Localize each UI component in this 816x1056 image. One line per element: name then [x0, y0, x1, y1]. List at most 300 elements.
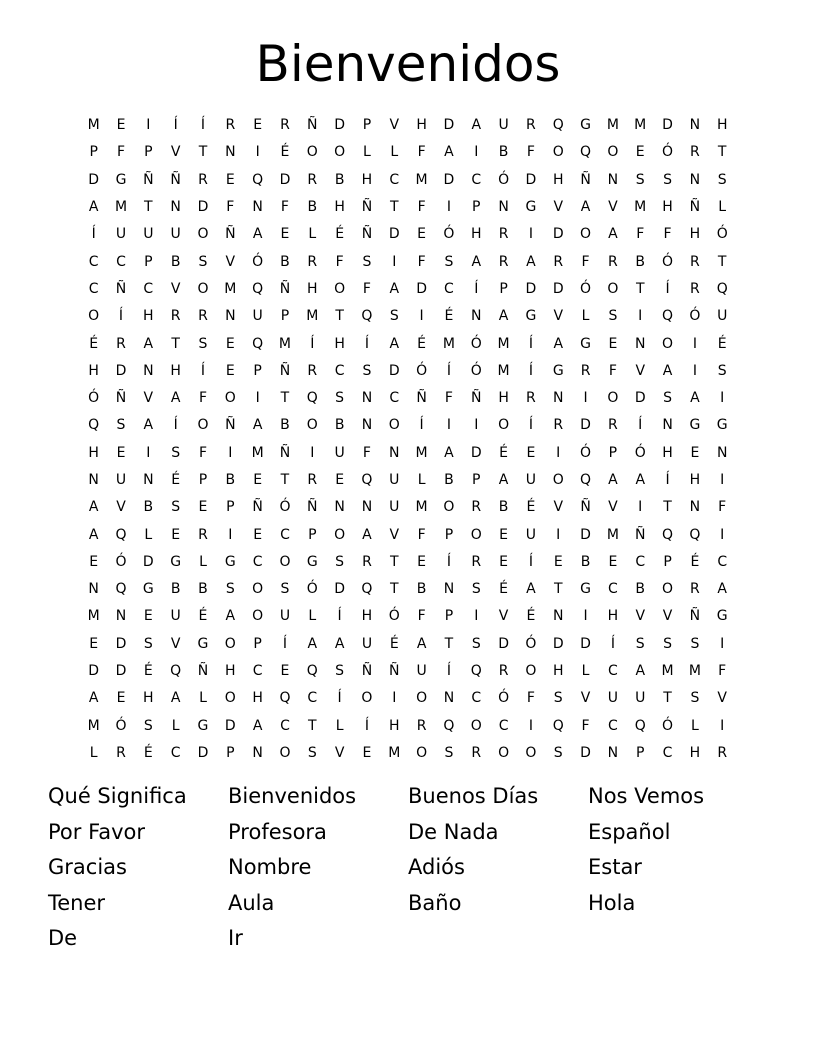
grid-letter: Q: [115, 526, 127, 543]
grid-letter: T: [663, 690, 672, 707]
grid-letter: O: [224, 635, 236, 652]
word-list-item: Profesora: [228, 819, 327, 844]
grid-letter: T: [444, 635, 454, 652]
grid-letter: C: [143, 280, 154, 297]
grid-letter: N: [553, 390, 564, 407]
grid-letter: Ñ: [115, 280, 127, 297]
grid-letter: É: [171, 472, 181, 488]
grid-letter: Í: [446, 663, 451, 680]
grid-letter: Í: [528, 417, 533, 434]
grid-letter: Í: [91, 226, 96, 243]
grid-letter: E: [362, 744, 372, 761]
grid-letter: B: [635, 581, 646, 598]
grid-letter: A: [252, 226, 263, 243]
grid-letter: Q: [252, 335, 264, 352]
grid-letter: Ó: [498, 171, 510, 188]
grid-letter: V: [553, 308, 564, 325]
grid-letter: Ó: [88, 390, 100, 407]
grid-letter: I: [228, 526, 233, 543]
grid-letter: R: [498, 226, 509, 243]
grid-letter: H: [662, 199, 673, 216]
grid-letter: O: [662, 581, 674, 598]
grid-letter: F: [417, 608, 426, 625]
grid-letter: Ñ: [580, 499, 591, 516]
grid-letter: Q: [552, 717, 564, 734]
grid-letter: O: [88, 308, 100, 325]
grid-letter: Ñ: [634, 526, 646, 543]
grid-row: [80, 358, 736, 385]
grid-letter: T: [553, 581, 563, 598]
grid-letter: D: [580, 635, 591, 652]
grid-letter: B: [444, 472, 454, 488]
grid-letter: S: [280, 581, 290, 598]
grid-letter: Q: [306, 390, 318, 407]
grid-letter: C: [608, 717, 618, 734]
grid-row: [80, 603, 736, 630]
grid-letter: F: [718, 663, 727, 680]
grid-letter: D: [443, 171, 455, 188]
grid-letter: C: [252, 553, 263, 570]
grid-letter: F: [417, 144, 426, 161]
grid-letter: L: [335, 717, 344, 734]
grid-letter: P: [444, 608, 454, 625]
grid-letter: A: [553, 335, 564, 352]
grid-letter: Ó: [443, 226, 455, 243]
grid-letter: Ó: [279, 499, 291, 516]
grid-letter: I: [528, 717, 533, 734]
grid-letter: C: [389, 390, 400, 407]
grid-letter: H: [334, 335, 345, 352]
grid-letter: M: [415, 171, 428, 188]
grid-letter: F: [116, 144, 126, 161]
grid-letter: C: [334, 362, 345, 379]
grid-letter: F: [198, 390, 207, 407]
grid-letter: R: [471, 499, 482, 516]
grid-letter: N: [471, 308, 482, 325]
grid-letter: I: [474, 417, 479, 434]
grid-letter: I: [474, 144, 479, 161]
grid-letter: H: [689, 744, 701, 761]
grid-letter: R: [471, 744, 482, 761]
grid-letter: N: [634, 335, 646, 352]
grid-letter: T: [663, 499, 672, 516]
grid-letter: G: [716, 608, 728, 625]
grid-letter: P: [198, 472, 208, 488]
grid-letter: S: [608, 308, 618, 325]
grid-letter: O: [224, 690, 236, 707]
grid-letter: N: [361, 417, 373, 434]
grid-letter: É: [89, 335, 99, 352]
word-list-item: De Nada: [408, 819, 499, 844]
grid-letter: Q: [443, 717, 455, 734]
grid-letter: S: [663, 171, 672, 188]
grid-letter: L: [417, 472, 426, 488]
word-list-item: Hola: [588, 890, 636, 915]
grid-letter: E: [225, 335, 235, 352]
grid-letter: N: [361, 499, 373, 516]
grid-letter: Ñ: [361, 199, 373, 216]
grid-letter: B: [498, 499, 509, 516]
grid-letter: D: [580, 744, 591, 761]
grid-letter: T: [144, 199, 153, 216]
grid-letter: R: [498, 663, 509, 680]
grid-letter: E: [253, 472, 263, 488]
grid-letter: Í: [474, 280, 479, 297]
grid-letter: R: [690, 253, 700, 270]
grid-letter: Í: [610, 635, 615, 652]
grid-letter: É: [526, 499, 536, 516]
grid-letter: N: [88, 472, 99, 488]
grid-letter: U: [635, 690, 646, 707]
grid-letter: M: [415, 444, 428, 461]
grid-letter: Ñ: [279, 280, 291, 297]
grid-letter: E: [499, 553, 509, 570]
grid-letter: U: [334, 444, 345, 461]
grid-row: [80, 549, 736, 576]
grid-row: [80, 385, 736, 412]
grid-letter: Q: [580, 472, 592, 488]
grid-letter: F: [608, 362, 617, 379]
grid-letter: L: [308, 608, 317, 625]
grid-letter: F: [226, 199, 235, 216]
word-list-item: Estar: [588, 855, 642, 879]
grid-letter: S: [717, 171, 727, 188]
grid-letter: L: [390, 144, 399, 161]
grid-letter: V: [553, 199, 564, 216]
grid-letter: V: [334, 744, 345, 761]
grid-letter: E: [253, 117, 263, 134]
grid-letter: U: [498, 117, 509, 134]
grid-row: [80, 631, 736, 658]
grid-letter: D: [334, 117, 345, 134]
grid-letter: U: [115, 226, 127, 243]
grid-letter: F: [526, 144, 535, 161]
grid-letter: O: [361, 690, 373, 707]
grid-letter: G: [197, 717, 209, 734]
grid-letter: T: [308, 717, 317, 734]
grid-letter: Ó: [416, 362, 428, 379]
grid-letter: Q: [361, 472, 373, 488]
grid-letter: A: [88, 690, 99, 707]
grid-letter: B: [580, 553, 591, 570]
grid-letter: É: [143, 663, 153, 680]
grid-letter: E: [89, 635, 99, 652]
grid-letter: R: [116, 335, 126, 352]
grid-letter: Í: [282, 635, 288, 652]
grid-letter: A: [717, 581, 727, 598]
grid-letter: P: [636, 744, 645, 761]
word-list-item: Español: [588, 819, 671, 844]
grid-letter: F: [362, 444, 371, 461]
grid-letter: F: [417, 526, 426, 543]
grid-letter: I: [446, 417, 451, 434]
grid-letter: V: [635, 362, 646, 379]
grid-letter: G: [689, 417, 701, 434]
letter-grid: [80, 112, 736, 767]
grid-letter: H: [662, 444, 673, 461]
grid-letter: Ñ: [307, 499, 318, 516]
grid-letter: I: [474, 608, 479, 625]
grid-letter: Í: [118, 308, 124, 325]
grid-letter: Q: [306, 663, 318, 680]
grid-letter: H: [143, 308, 154, 325]
grid-letter: V: [553, 499, 564, 516]
grid-letter: F: [718, 499, 727, 516]
grid-row: [80, 194, 736, 221]
grid-letter: Ñ: [279, 362, 291, 379]
grid-letter: Q: [662, 308, 674, 325]
grid-letter: E: [635, 144, 645, 161]
grid-letter: U: [607, 690, 619, 707]
grid-letter: S: [663, 635, 672, 652]
grid-letter: S: [171, 444, 181, 461]
grid-letter: Ó: [470, 362, 482, 379]
word-list-item: Por Favor: [48, 819, 146, 844]
grid-letter: O: [334, 526, 346, 543]
grid-letter: S: [116, 417, 126, 434]
grid-letter: Ó: [580, 280, 592, 297]
grid-letter: É: [198, 608, 208, 625]
grid-letter: E: [280, 226, 290, 243]
grid-letter: A: [143, 417, 154, 434]
grid-letter: M: [87, 608, 100, 625]
grid-letter: E: [225, 362, 235, 379]
word-list-item: Gracias: [48, 855, 127, 879]
grid-letter: R: [416, 717, 427, 734]
grid-letter: D: [88, 663, 100, 680]
grid-letter: R: [362, 553, 372, 570]
grid-letter: C: [307, 690, 318, 707]
grid-letter: M: [114, 199, 128, 216]
grid-row: [80, 248, 736, 275]
grid-row: [80, 576, 736, 603]
grid-letter: D: [552, 280, 564, 297]
grid-letter: Í: [173, 117, 178, 134]
grid-letter: P: [226, 499, 235, 516]
grid-letter: E: [553, 553, 563, 570]
grid-letter: N: [389, 444, 400, 461]
grid-letter: Ó: [498, 690, 510, 707]
grid-letter: T: [171, 335, 180, 352]
grid-letter: N: [143, 362, 154, 379]
grid-letter: A: [88, 526, 99, 543]
grid-letter: I: [720, 390, 725, 407]
grid-letter: D: [197, 199, 209, 216]
grid-row: [80, 494, 736, 521]
grid-letter: C: [88, 253, 99, 270]
grid-letter: O: [552, 472, 564, 488]
grid-letter: T: [389, 581, 399, 598]
grid-letter: G: [525, 199, 537, 216]
grid-letter: B: [143, 499, 154, 516]
grid-letter: M: [87, 717, 100, 734]
grid-letter: T: [389, 199, 399, 216]
grid-letter: P: [663, 553, 672, 570]
grid-letter: H: [416, 117, 427, 134]
grid-letter: N: [361, 390, 373, 407]
grid-letter: I: [692, 335, 697, 352]
grid-letter: P: [444, 526, 454, 543]
grid-letter: G: [525, 308, 537, 325]
grid-letter: D: [388, 362, 400, 379]
grid-letter: A: [662, 362, 673, 379]
word-list-item: Ir: [228, 926, 243, 950]
grid-letter: Q: [716, 280, 728, 297]
grid-letter: S: [225, 581, 235, 598]
grid-letter: Ó: [525, 635, 537, 652]
grid-letter: N: [225, 144, 236, 161]
grid-letter: L: [690, 717, 699, 734]
grid-letter: H: [716, 117, 728, 134]
grid-letter: O: [525, 744, 537, 761]
grid-letter: T: [635, 280, 645, 297]
grid-letter: Q: [580, 144, 592, 161]
grid-letter: F: [444, 390, 453, 407]
grid-letter: D: [115, 362, 127, 379]
grid-letter: I: [146, 444, 151, 461]
grid-letter: Í: [310, 335, 315, 352]
grid-letter: S: [198, 253, 208, 270]
grid-letter: R: [690, 144, 700, 161]
grid-letter: Í: [528, 362, 533, 379]
grid-letter: G: [306, 553, 318, 570]
grid-letter: C: [88, 280, 99, 297]
grid-letter: O: [252, 581, 264, 598]
grid-letter: R: [307, 171, 318, 188]
grid-letter: S: [335, 390, 345, 407]
grid-letter: I: [419, 308, 424, 325]
grid-letter: M: [87, 117, 100, 134]
grid-letter: E: [690, 444, 700, 461]
grid-letter: E: [253, 526, 263, 543]
grid-letter: I: [255, 144, 260, 161]
grid-letter: D: [388, 226, 400, 243]
grid-letter: H: [307, 280, 318, 297]
grid-letter: O: [470, 526, 482, 543]
grid-letter: A: [389, 280, 400, 297]
grid-letter: O: [197, 226, 209, 243]
grid-letter: Ñ: [170, 171, 181, 188]
grid-letter: S: [553, 690, 563, 707]
grid-letter: D: [197, 744, 209, 761]
grid-letter: I: [255, 390, 260, 407]
grid-letter: N: [143, 472, 154, 488]
grid-letter: Ó: [689, 308, 701, 325]
word-list: [48, 780, 778, 958]
grid-letter: Ñ: [252, 499, 263, 516]
grid-letter: D: [115, 635, 127, 652]
grid-letter: R: [280, 117, 290, 134]
grid-letter: C: [498, 717, 509, 734]
grid-letter: N: [607, 171, 619, 188]
grid-letter: N: [607, 744, 619, 761]
grid-letter: U: [279, 608, 291, 625]
grid-letter: H: [361, 171, 373, 188]
grid-letter: F: [417, 199, 426, 216]
grid-letter: T: [717, 144, 727, 161]
grid-letter: V: [389, 117, 400, 134]
grid-letter: Ó: [115, 553, 127, 570]
grid-letter: S: [307, 744, 317, 761]
grid-letter: M: [688, 663, 701, 680]
grid-letter: V: [498, 608, 509, 625]
grid-letter: E: [171, 526, 181, 543]
grid-letter: A: [498, 472, 509, 488]
grid-letter: N: [553, 608, 564, 625]
grid-letter: Ñ: [225, 226, 236, 243]
grid-letter: G: [115, 171, 127, 188]
grid-letter: Ó: [580, 444, 592, 461]
grid-letter: R: [553, 253, 564, 270]
grid-letter: Ñ: [689, 608, 701, 625]
grid-letter: V: [116, 499, 126, 516]
grid-letter: D: [525, 280, 537, 297]
grid-letter: M: [661, 663, 674, 680]
grid-row: [80, 467, 736, 494]
grid-letter: P: [253, 635, 262, 652]
grid-letter: B: [334, 171, 345, 188]
grid-letter: F: [581, 253, 590, 270]
grid-row: [80, 412, 736, 439]
grid-letter: Ñ: [197, 663, 209, 680]
grid-letter: S: [635, 171, 645, 188]
grid-letter: B: [170, 581, 181, 598]
grid-letter: Ó: [662, 717, 674, 734]
grid-letter: É: [717, 335, 727, 352]
grid-letter: I: [720, 472, 725, 488]
grid-letter: S: [717, 362, 727, 379]
grid-letter: C: [635, 553, 646, 570]
grid-letter: A: [444, 144, 454, 161]
grid-letter: Q: [470, 663, 482, 680]
grid-letter: A: [498, 308, 509, 325]
grid-letter: H: [389, 717, 400, 734]
word-list-item: Nos Vemos: [588, 784, 705, 808]
grid-letter: G: [716, 417, 728, 434]
grid-letter: I: [720, 526, 725, 543]
grid-letter: Í: [528, 335, 533, 352]
grid-letter: M: [415, 499, 428, 516]
grid-letter: P: [144, 253, 153, 270]
grid-letter: U: [389, 499, 400, 516]
grid-letter: T: [280, 472, 290, 488]
grid-letter: M: [306, 308, 319, 325]
grid-letter: B: [635, 253, 646, 270]
grid-letter: V: [389, 526, 400, 543]
grid-letter: S: [198, 335, 208, 352]
grid-letter: R: [198, 308, 208, 325]
grid-letter: E: [608, 553, 618, 570]
grid-letter: S: [471, 635, 481, 652]
grid-letter: H: [88, 362, 99, 379]
grid-letter: Í: [364, 335, 370, 352]
grid-letter: E: [198, 499, 208, 516]
word-list-item: Tener: [48, 890, 106, 915]
grid-letter: H: [143, 690, 154, 707]
grid-letter: O: [334, 144, 346, 161]
grid-letter: M: [251, 444, 264, 461]
grid-letter: Ó: [252, 253, 264, 270]
grid-letter: É: [690, 553, 700, 570]
grid-letter: C: [608, 663, 618, 680]
grid-letter: G: [580, 581, 591, 598]
grid-letter: A: [88, 199, 99, 216]
grid-letter: H: [225, 663, 236, 680]
grid-letter: Ñ: [225, 417, 236, 434]
grid-letter: B: [334, 417, 345, 434]
grid-letter: G: [170, 553, 182, 570]
word-list-item: De: [48, 926, 78, 950]
